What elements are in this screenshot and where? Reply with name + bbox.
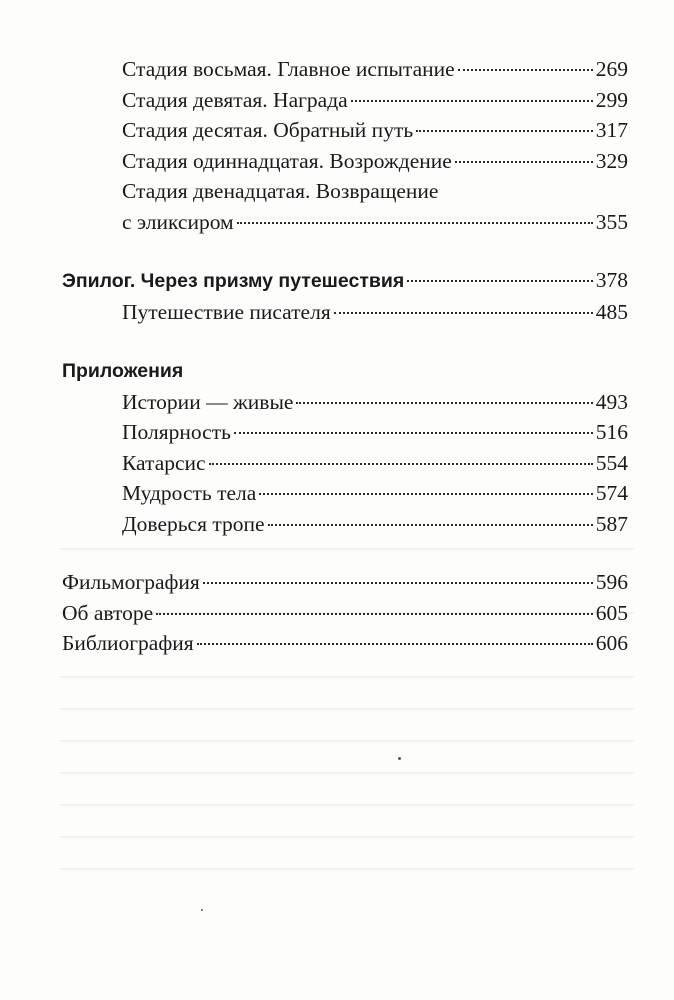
toc-entry-page: 605 [595, 600, 628, 625]
spacer [62, 539, 628, 567]
bleed-through-line [60, 676, 634, 678]
toc-entry-title: Путешествие писателя [122, 299, 331, 324]
toc-entry-title-line2-row [62, 207, 628, 238]
toc-entry-epilogue[interactable] [62, 265, 628, 297]
bleed-through-line [60, 804, 634, 806]
spacer [62, 327, 628, 356]
toc-entry-title: Библиография [62, 631, 194, 655]
dot-leader [234, 432, 593, 434]
toc-entry-title: Стадия девятая. Награда [122, 87, 348, 112]
dot-leader [268, 524, 593, 526]
toc-entry-bibliography[interactable] [62, 628, 628, 659]
toc-entry-title: Об авторе [62, 600, 154, 625]
toc-entry-title: Доверься тропе [122, 511, 265, 536]
toc-entry-title-line1: Стадия двенадцатая. Возвращение [122, 179, 439, 203]
bleed-through-line [60, 868, 634, 870]
toc-entry-title: Истории — живые [122, 389, 294, 414]
toc-entry-title: Стадия десятая. Обратный путь [122, 118, 414, 142]
toc-entry-page: 493 [595, 389, 628, 414]
toc-entry-page: 329 [595, 148, 628, 173]
dot-leader [296, 402, 592, 404]
toc-entry-page: 606 [595, 631, 628, 655]
toc-entry-appendix[interactable] [62, 478, 628, 509]
toc-entry-stage-11[interactable] [62, 146, 628, 177]
toc-entry-stage-10[interactable] [62, 115, 628, 146]
dot-leader [209, 463, 593, 465]
toc-entry-page: 485 [595, 299, 628, 324]
toc-entry-page: 574 [595, 481, 628, 505]
toc-entry-page: 269 [595, 57, 628, 81]
toc-entry-stage-8[interactable] [62, 54, 628, 85]
toc-entry-page: 554 [595, 450, 628, 475]
toc-entry-title: Мудрость тела [122, 481, 257, 505]
toc-entry-page: 596 [595, 570, 628, 594]
toc-section-appendices[interactable]: Приложения [62, 360, 184, 382]
toc-entry-title: Катарсис [122, 450, 206, 475]
bleed-through-line [60, 772, 634, 774]
dot-leader [237, 222, 593, 224]
dot-leader [259, 493, 592, 495]
toc-entry-stage-9[interactable] [62, 85, 628, 116]
table-of-contents [62, 54, 628, 659]
toc-entry-appendix[interactable] [62, 509, 628, 540]
dot-leader [458, 69, 593, 71]
dot-leader [156, 613, 593, 615]
toc-entry-title: Полярность [122, 420, 231, 444]
spacer [62, 237, 628, 265]
toc-entry-page: 317 [595, 118, 628, 142]
dot-leader [197, 643, 593, 645]
dot-leader [407, 280, 592, 282]
bleed-through-line [60, 836, 634, 838]
toc-entry-filmography[interactable] [62, 567, 628, 598]
dot-leader [351, 100, 593, 102]
toc-section-title: Эпилог. Через призму путешествия [62, 270, 405, 292]
toc-entry-appendix[interactable] [62, 387, 628, 418]
toc-entry-page: 299 [595, 87, 628, 112]
toc-entry-title: Стадия восьмая. Главное испытание [122, 57, 455, 81]
dot-leader [334, 312, 593, 314]
toc-entry-appendix[interactable] [62, 417, 628, 448]
toc-entry-title: Стадия одиннадцатая. Возрождение [122, 148, 452, 173]
bleed-through-line [60, 740, 634, 742]
toc-entry-title-line2: с эликсиром [122, 209, 234, 234]
print-speck [201, 909, 203, 911]
toc-entry-about-author[interactable] [62, 598, 628, 629]
toc-entry-page: 378 [595, 268, 628, 292]
toc-entry-page: 587 [595, 511, 628, 536]
dot-leader [455, 161, 593, 163]
bleed-through-line [60, 708, 634, 710]
dot-leader [416, 130, 593, 132]
dot-leader [203, 582, 593, 584]
print-speck [398, 757, 401, 760]
toc-entry-page: 516 [595, 420, 628, 444]
toc-entry-title: Фильмография [62, 570, 200, 594]
toc-entry-appendix[interactable] [62, 448, 628, 479]
toc-entry-page: 355 [595, 209, 628, 234]
toc-entry-writers-journey[interactable] [62, 297, 628, 328]
toc-entry-stage-12[interactable] [62, 176, 628, 237]
